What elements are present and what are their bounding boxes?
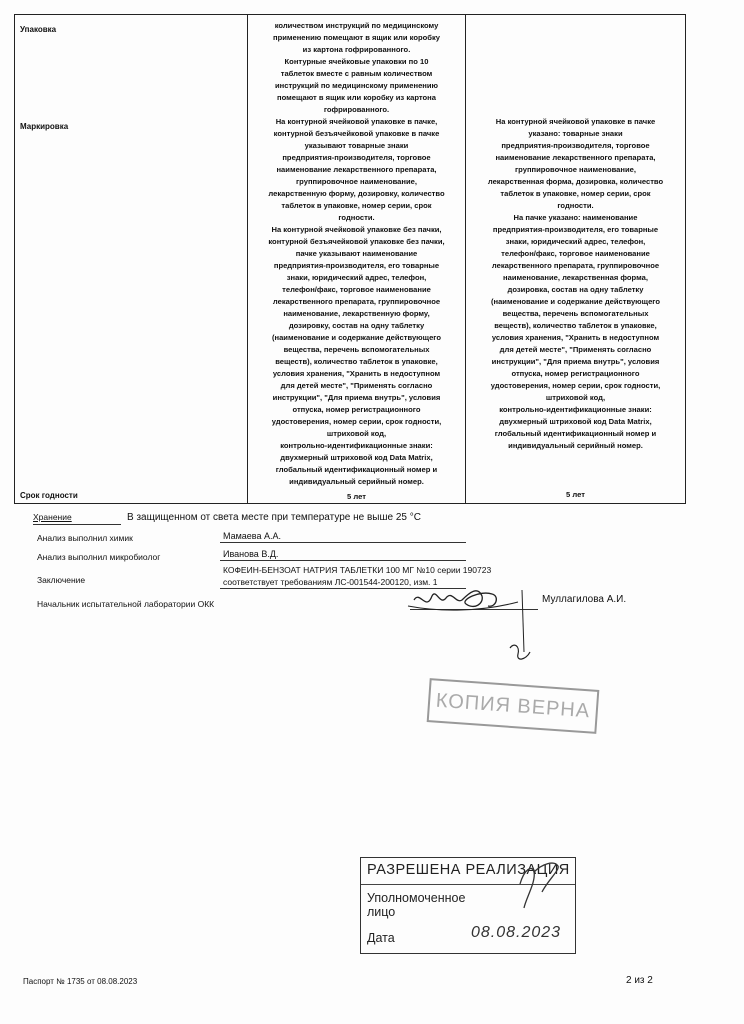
text-line: отпуска, номер регистрационного	[511, 369, 640, 378]
text-line: из картона гофрированного.	[302, 45, 411, 54]
text-line: лекарственного препарата, группировочное	[272, 297, 441, 306]
text-line: лекарственного препарата, группировочное	[491, 261, 660, 270]
head-label: Начальник испытательной лаборатории ОКК	[37, 599, 215, 609]
text-line: На контурной ячейковой упаковке без пачки,	[271, 225, 442, 234]
text-line: знаки, юридический адрес, телефон,	[286, 273, 427, 282]
text-line: предприятия-производителя, его товарные	[273, 261, 440, 270]
text-line: веществ), количество таблеток в упаковке,	[275, 357, 438, 366]
requirements-shelf-life: 5 лет	[347, 492, 366, 501]
text-line: отпуска, номер регистрационного	[292, 405, 421, 414]
text-line: для детей месте", "Применять согласно	[280, 381, 433, 390]
text-line: таблеток вместе с равным количеством	[280, 69, 433, 78]
text-line: гофрированного.	[323, 105, 390, 114]
release-stamp-date: 08.08.2023	[471, 924, 562, 941]
microbiologist-name: Иванова В.Д.	[223, 549, 279, 559]
storage-label: Хранение	[33, 512, 72, 522]
text-line: годности.	[557, 201, 594, 210]
text-line: группировочное наименование,	[296, 177, 417, 186]
text-line: контурной безъячейковой упаковке в пачке	[273, 129, 440, 138]
text-line: вещества, перечень вспомогательных	[502, 309, 649, 318]
text-line: предприятия-производителя, торговое	[282, 153, 431, 162]
text-line: (наименование и содержание действующего	[271, 333, 442, 342]
text-line: наименование лекарственного препарата,	[276, 165, 437, 174]
text-line: двухмерный штриховой код Data Matrix,	[280, 453, 433, 462]
text-line: На контурной ячейковой упаковке в пачке,	[275, 117, 438, 126]
text-line: контурной безъячейковой упаковке без пачки,	[268, 237, 445, 246]
text-line: указано: товарные знаки	[528, 129, 623, 138]
text-line: условия хранения, "Хранить в недоступном	[491, 333, 660, 342]
chemist-label: Анализ выполнил химик	[37, 533, 133, 543]
text-line: таблеток в упаковке, номер серии, срок	[500, 189, 651, 198]
conclusion-label: Заключение	[37, 575, 86, 585]
text-line: применению помещают в ящик или коробку	[272, 33, 440, 42]
text-line: количеством инструкций по медицинскому	[274, 21, 439, 30]
actual-shelf-life: 5 лет	[566, 490, 585, 499]
row-label-shelf-life: Срок годности	[20, 491, 78, 500]
stamp-copy-certified: КОПИЯ ВЕРНА	[427, 678, 600, 734]
text-line: глобальный идентификационный номер и	[275, 465, 438, 474]
text-line: веществ), количество таблеток в упаковке,	[494, 321, 657, 330]
text-line: контрольно-идентификационные знаки:	[499, 405, 652, 414]
chemist-underline	[220, 542, 466, 543]
text-line: телефон/факс, торговое наименование	[501, 249, 650, 258]
text-line: инструкции", "Для приема внутрь", условия	[491, 357, 660, 366]
text-line: (наименование и содержание действующего	[490, 297, 661, 306]
text-line: Контурные ячейковые упаковки по 10	[284, 57, 429, 66]
text-line: знаки, юридический адрес, телефон,	[505, 237, 646, 246]
text-line: помещают в ящик или коробку из картона	[277, 93, 436, 102]
release-stamp-authorized: Уполномоченное лицо	[367, 891, 466, 919]
text-line: наименование, лекарственную форму,	[283, 309, 430, 318]
text-line: удостоверения, номер серии, срок годности,	[271, 417, 442, 426]
text-line: контрольно-идентификационные знаки:	[280, 441, 433, 450]
text-line: условия хранения, "Хранить в недоступном	[272, 369, 441, 378]
text-line: индивидуальный серийный номер.	[289, 477, 424, 486]
text-line: На пачке указано: наименование	[513, 213, 638, 222]
release-stamp-title: РАЗРЕШЕНА РЕАЛИЗАЦИЯ	[367, 862, 570, 878]
text-line: телефон/факс, торговое наименование	[282, 285, 431, 294]
text-line: пачке указывают наименование	[295, 249, 418, 258]
release-signature-icon	[498, 858, 568, 918]
text-line: наименование лекарственного препарата,	[495, 153, 656, 162]
storage-underline	[33, 524, 121, 525]
text-line: вещества, перечень вспомогательных	[283, 345, 430, 354]
text-line: дозировка, состав на одну таблетку	[507, 285, 644, 294]
text-line: инструкций по медицинскому применению	[274, 81, 439, 90]
text-line: инструкции", "Для приема внутрь", условия	[272, 393, 441, 402]
text-line: предприятия-производителя, его товарные	[492, 225, 659, 234]
head-signature-icon	[400, 582, 550, 682]
conclusion-line-1: КОФЕИН-БЕНЗОАТ НАТРИЯ ТАБЛЕТКИ 100 МГ №10 серии 190723	[223, 565, 492, 575]
row-label-marking: Маркировка	[20, 122, 69, 131]
text-line: штриховой код,	[326, 429, 387, 438]
text-line: предприятия-производителя, торговое	[501, 141, 650, 150]
text-line: годности.	[338, 213, 375, 222]
requirements-packaging-text	[248, 20, 465, 116]
text-line: индивидуальный серийный номер.	[508, 441, 643, 450]
text-line: лекарственная форма, дозировка, количество	[487, 177, 664, 186]
text-line: наименование, лекарственная форма,	[503, 273, 648, 282]
text-line: глобальный идентификационный номер и	[494, 429, 657, 438]
requirements-marking-text	[248, 116, 465, 488]
text-line: На контурной ячейковой упаковке в пачке	[495, 117, 656, 126]
table-left-border	[14, 14, 15, 504]
head-name: Муллагилова А.И.	[542, 594, 627, 605]
text-line: группировочное наименование,	[515, 165, 636, 174]
text-line: удостоверения, номер серии, срок годности,	[490, 381, 661, 390]
spec-table	[14, 14, 686, 504]
actual-marking-text	[466, 116, 685, 452]
microbiologist-underline	[220, 560, 466, 561]
text-line: двухмерный штриховой код Data Matrix,	[499, 417, 652, 426]
row-label-packaging: Упаковка	[20, 25, 57, 34]
table-right-border	[685, 14, 686, 504]
text-line: штриховой код,	[545, 393, 606, 402]
conclusion-line-2: соответствует требованиям ЛС-001544-200120, изм. 1	[223, 577, 438, 587]
text-line: дозировку, состав на одну таблетку	[288, 321, 425, 330]
table-bottom-border	[14, 503, 686, 504]
passport-footer: Паспорт № 1735 от 08.08.2023	[23, 977, 138, 986]
chemist-name: Мамаева А.А.	[223, 531, 281, 541]
page-number: 2 из 2	[626, 975, 653, 986]
storage-value: В защищенном от света месте при температуре не выше 25 °С	[127, 512, 421, 523]
text-line: таблеток в упаковке, номер серии, срок	[281, 201, 432, 210]
microbiologist-label: Анализ выполнил микробиолог	[37, 552, 161, 562]
text-line: указывают товарные знаки	[304, 141, 409, 150]
text-line: лекарственную форму, дозировку, количество	[268, 189, 445, 198]
release-stamp-date-label: Дата	[367, 931, 395, 945]
table-top-border	[14, 14, 686, 15]
text-line: для детей месте", "Применять согласно	[499, 345, 652, 354]
